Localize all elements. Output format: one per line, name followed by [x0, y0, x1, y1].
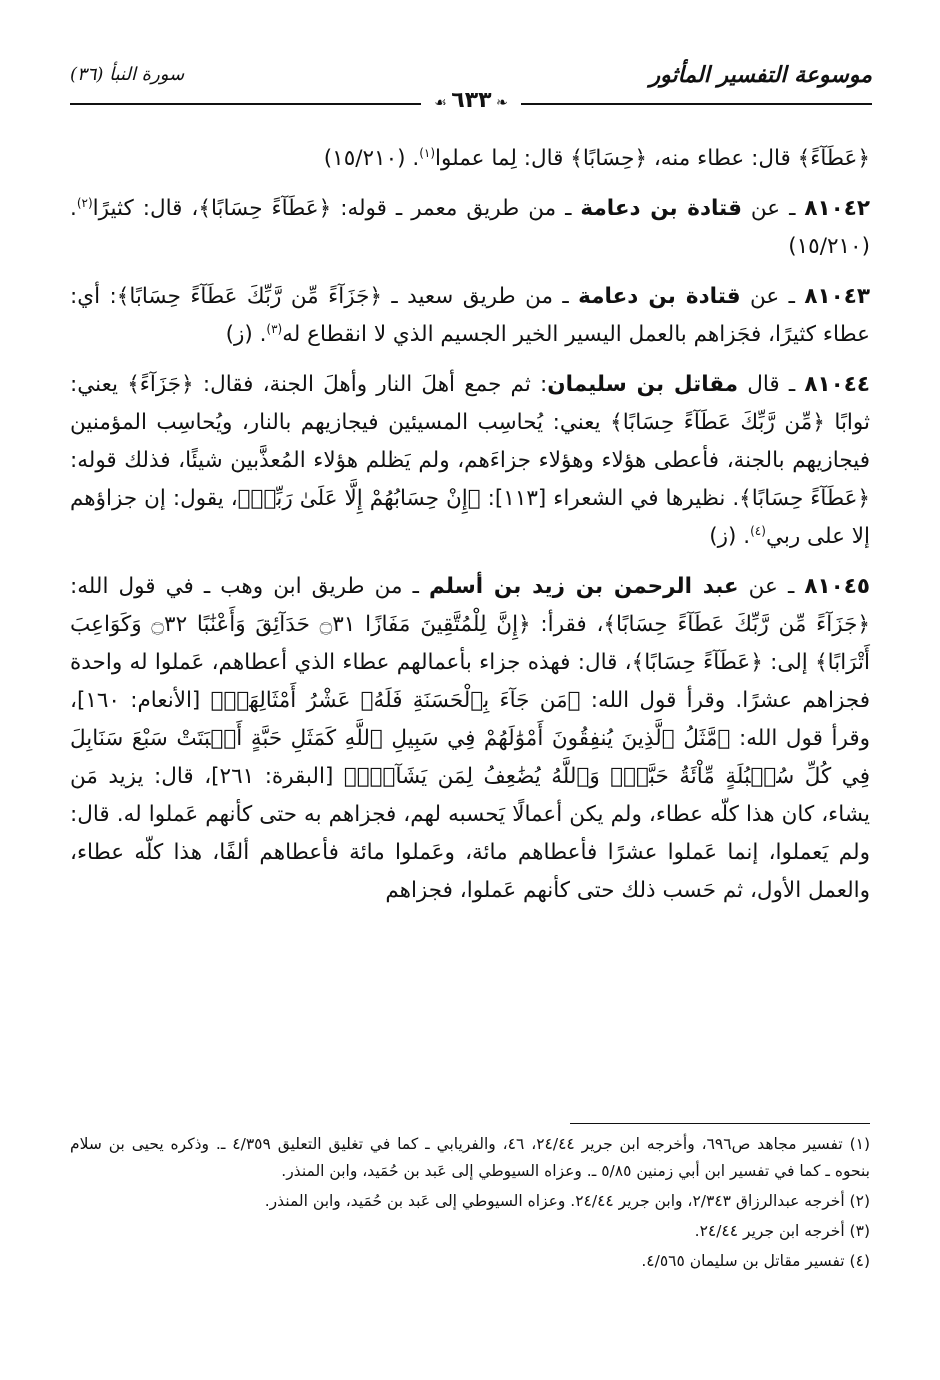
text: يعني: يُحاسِب المسيئين فيجازيهم بالنار، ويُحاسِب المؤمنين فيجازيهم بالجنة، فأعطى هؤلاء وهؤلاء جزاءَهم، ولم يَظلم هؤلاء المُعذَّبين شيئًا، فذلك قوله:	[70, 410, 870, 473]
page-header	[70, 62, 872, 113]
entry-number: ٨١٠٤٣	[804, 284, 871, 309]
quran-quote: ﴿مِّن رَّبِّكَ عَطَآءً حِسَابًا﴾	[610, 410, 825, 435]
footnote-ref[interactable]: (٢)	[76, 195, 93, 210]
right-ornament-icon: ☙	[434, 95, 452, 111]
text: إلى:	[762, 650, 816, 675]
text: ـ من طريق سعيد ـ	[381, 284, 579, 309]
entry	[70, 278, 870, 354]
narrator-name: مقاتل بن سليمان	[547, 372, 739, 397]
quran-quote: ﴿جَزَآءً﴾	[127, 372, 194, 397]
quran-quote: ﴿جَزَآءً مِّن رَّبِّكَ عَطَآءً حِسَابًا﴾	[116, 284, 382, 309]
text: ـ عن	[741, 196, 805, 221]
book-title: موسوعة التفسير المأثور	[649, 62, 872, 88]
quran-quote: ﴿مَن جَآءَ بِٱلْحَسَنَةِ فَلَهُۥ عَشْرُ أَمْثَالِهَاۖ﴾	[210, 688, 581, 713]
text: . (ز)	[709, 524, 751, 549]
text: ، قال: كثيرًا	[92, 196, 199, 221]
page-number	[421, 88, 521, 118]
quran-quote: ﴿جَزَآءً مِّن رَّبِّكَ عَطَآءً حِسَابًا﴾	[603, 612, 870, 637]
footnote-ref[interactable]: (١)	[419, 145, 436, 160]
narrator-name: قتادة بن دعامة	[578, 284, 741, 309]
footnote-2: (٢) أخرجه عبدالرزاق ٢/٣٤٣، وابن جرير ٢٤/٤٤. وعزاه السيوطي إلى عَبد بن حُمَيد، وابن المنذر.	[264, 1192, 870, 1210]
page-number-value: ٦٣٣	[451, 88, 492, 113]
footnote-ref[interactable]: (٤)	[750, 523, 766, 538]
text: . (١٥/٢١٠)	[323, 146, 420, 171]
quran-quote: ﴿إِنَّ لِلْمُتَّقِينَ مَفَازًا ۝٣١ حَدَآئِقَ وَأَعْنَٰبًا ۝٣٢ وَكَوَاعِبَ أَتْرَابًا﴾	[70, 612, 871, 675]
text: ، قال: فهذه جزاء بأعمالهم عطاء الذي أعطاهم، عَملوا له واحدة فجزاهم عشرًا. وقرأ قول الله:	[70, 650, 870, 713]
quran-quote: ﴿عَطَآءً﴾	[797, 146, 870, 171]
text: [الأنعام: ١٦٠]، وقرأ قول الله:	[70, 688, 870, 751]
text: قال: لِما عملوا	[435, 146, 571, 171]
footnote-3: (٣) أخرجه ابن جرير ٢٤/٤٤.	[694, 1222, 870, 1240]
footnote-1: (١) تفسير مجاهد ص٦٩٦، وأخرجه ابن جرير ٢٤/٤٤، ٤٦، والفريابي ـ كما في تغليق التعليق ٤/٣٥٩ ـ. وذكره يحيى بن سلام بنحوه ـ كما في تفسير ابن أبي زمنين ٥/٨٥ ـ. وعزاه السيوطي إلى عَبد بن حُمَيد، وابن المنذر.	[70, 1135, 871, 1180]
quran-quote: ﴿عَطَآءً حِسَابًا﴾	[739, 486, 871, 511]
main-text	[70, 140, 870, 910]
quran-quote: ﴿عَطَآءً حِسَابًا﴾	[631, 650, 763, 675]
footnote-4: (٤) تفسير مقاتل بن سليمان ٤/٥٦٥.	[641, 1252, 870, 1270]
narrator-name: قتادة بن دعامة	[580, 196, 742, 221]
quran-quote: ﴿حِسَابًا﴾	[570, 146, 647, 171]
text: ـ عن	[738, 574, 805, 599]
footnote-ref[interactable]: (٣)	[266, 321, 283, 336]
text: . نظيرها في الشعراء [١١٣]:	[480, 486, 740, 511]
text: ، يقول: إن جزاؤهم إلا على ربي	[70, 486, 870, 549]
text: . (ز)	[225, 322, 267, 347]
entry	[70, 366, 870, 556]
narrator-name: عبد الرحمن بن زيد بن أسلم	[429, 574, 739, 599]
text: . (١٥/٢١٠)	[70, 196, 870, 259]
text: ـ عن	[740, 284, 805, 309]
text: ـ قال	[738, 372, 805, 397]
footnote-separator	[570, 1123, 870, 1124]
text: قال: عطاء منه،	[647, 146, 798, 171]
entry	[70, 190, 870, 266]
footnotes	[70, 1131, 870, 1278]
entry-number: ٨١٠٤٤	[804, 372, 870, 397]
text: يعني: ثوابًا	[70, 372, 870, 435]
chapter-label: سورة النبأ (٣٦)	[70, 64, 185, 85]
text: [البقرة: ٢٦١]، قال: يزيد مَن يشاء، كان هذا كلّه عطاء، ولم يكن أعمالًا يَحسبه لهم، فجزاهم به حتى كأنهم عَملوا له. قال: ولم يَعملوا، إنما عَملوا عشرًا فأعطاهم مائة، وعَملوا مائة فأعطاهم ألفًا، هذا كلّه عطاء، والعمل الأول، ثم حَسب ذلك حتى كأنهم عَملوا، فجزاهم	[70, 764, 870, 903]
entry-number: ٨١٠٤٥	[804, 574, 870, 599]
text: ـ من طريق معمر ـ قوله:	[331, 196, 581, 221]
quran-quote: ﴿مَّثَلُ ٱلَّذِينَ يُنفِقُونَ أَمْوَٰلَهُمْ فِي سَبِيلِ ٱللَّهِ كَمَثَلِ حَبَّةٍ أَنۢبَتَتْ سَبْعَ سَنَابِلَ فِي كُلِّ سُنۢبُلَةٍ مِّاْئَةُ حَبَّةٍۗ وَٱللَّهُ يُضَٰعِفُ لِمَن يَشَآءُۚ﴾	[70, 726, 870, 789]
text: : ثم جمع أهلَ النار وأهلَ الجنة، فقال:	[193, 372, 548, 397]
left-ornament-icon: ❧	[491, 95, 508, 111]
text: ، فقرأ:	[530, 612, 604, 637]
quran-quote: ﴿إِنْ حِسَابُهُمْ إِلَّا عَلَىٰ رَبِّيۖ﴾	[237, 486, 481, 511]
text: : أي: عطاء كثيرًا، فجَزاهم بالعمل اليسير الخير الجسيم الذي لا انقطاع له	[70, 284, 870, 347]
entry	[70, 568, 870, 910]
entry-continuation	[70, 140, 870, 178]
text: ـ من طريق ابن وهب ـ في قول الله:	[70, 574, 430, 599]
entry-number: ٨١٠٤٢	[804, 196, 870, 221]
quran-quote: ﴿عَطَآءً حِسَابًا﴾	[198, 196, 332, 221]
